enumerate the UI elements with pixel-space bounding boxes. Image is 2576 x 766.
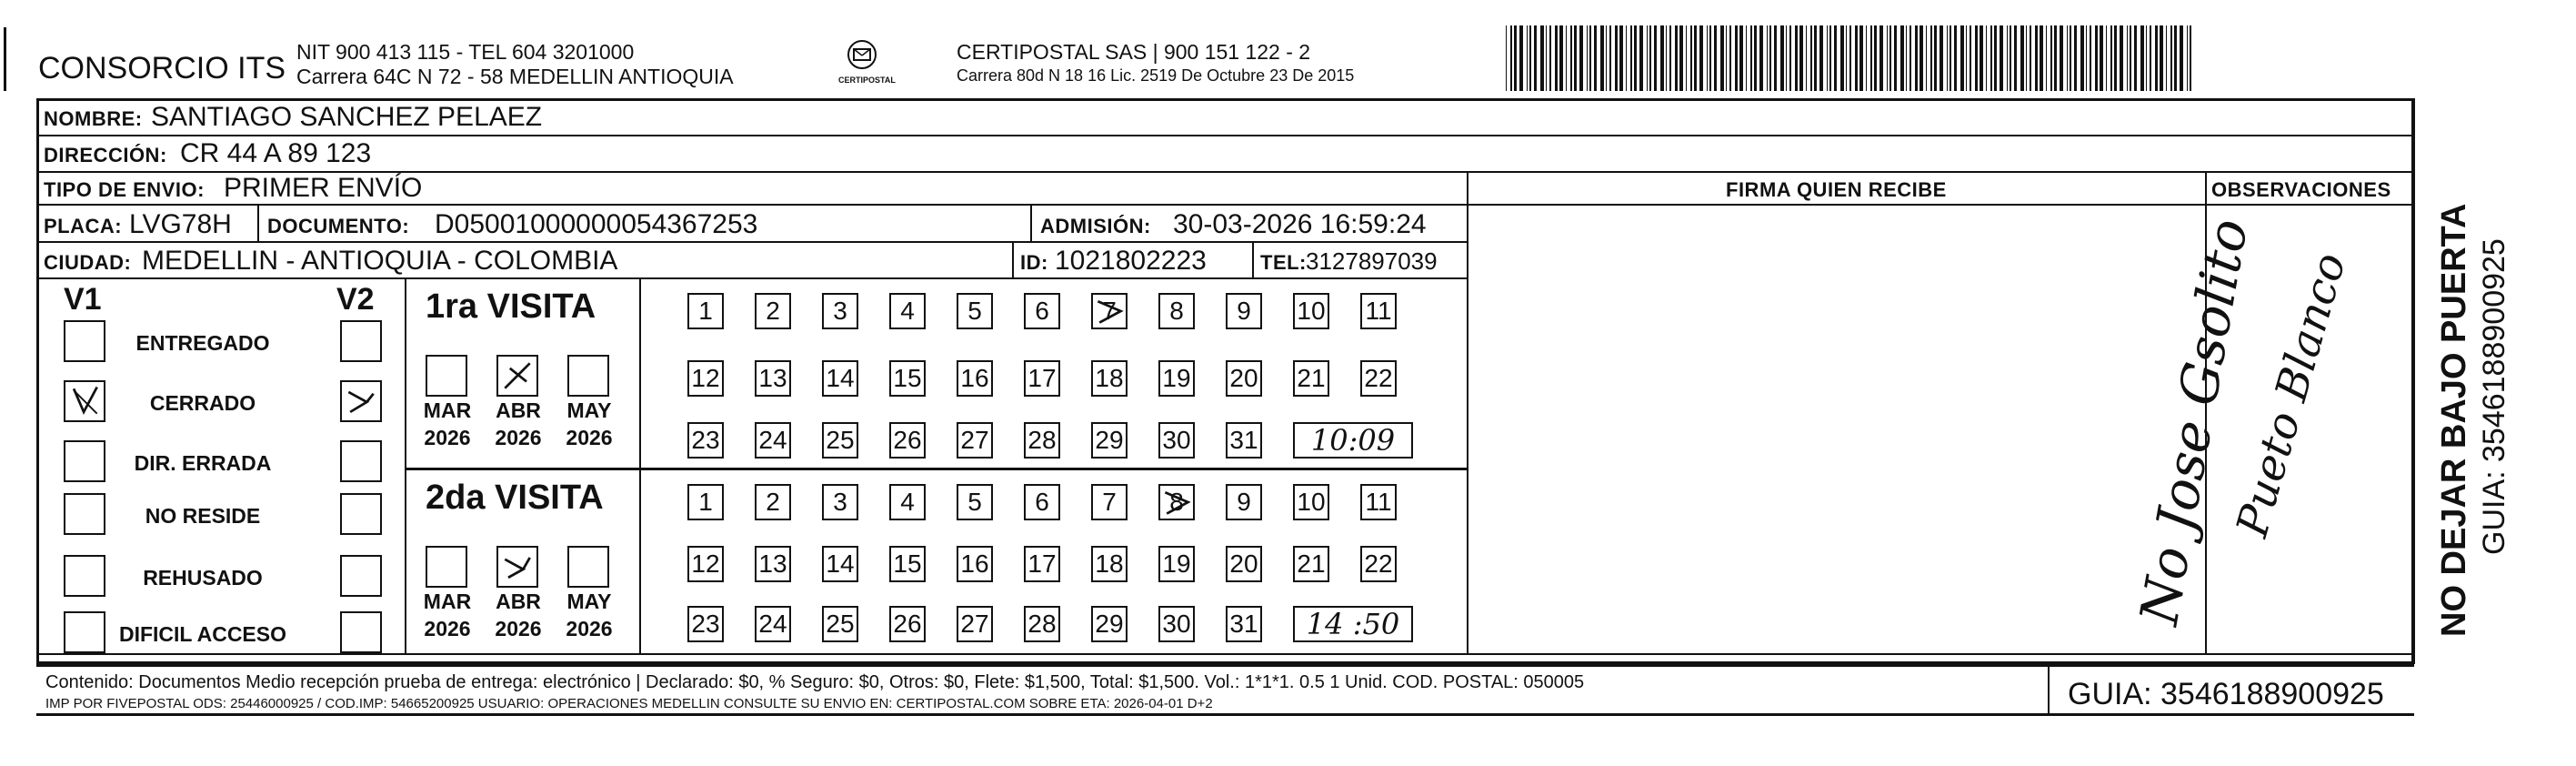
day-box[interactable] [1360, 484, 1397, 520]
status-label: DIFICIL ACCESO [118, 622, 286, 646]
day-number: 8 [1169, 488, 1184, 516]
no-dejar-bajo-puerta: NO DEJAR BAJO PUERTA [2435, 203, 2473, 637]
day-box[interactable] [1091, 360, 1128, 397]
day-box[interactable] [1293, 546, 1329, 582]
day-number: 27 [960, 610, 989, 638]
day-number: 12 [691, 549, 720, 578]
day-number: 3 [833, 297, 847, 325]
day-box[interactable] [1226, 293, 1262, 329]
day-box[interactable] [1360, 360, 1397, 397]
status-label: REHUSADO [143, 566, 263, 590]
day-number: 5 [967, 488, 982, 516]
day-box[interactable] [957, 606, 993, 642]
day-box[interactable] [1226, 484, 1262, 520]
day-number: 20 [1229, 364, 1258, 392]
placa-label: PLACA: [44, 215, 123, 237]
day-number: 1 [698, 488, 713, 516]
direccion-label: DIRECCIÓN: [44, 144, 167, 166]
day-number: 31 [1229, 610, 1258, 638]
day-box[interactable] [822, 360, 858, 397]
day-box[interactable] [1091, 484, 1128, 520]
year-label: 2026 [424, 426, 471, 449]
day-box[interactable] [1024, 484, 1060, 520]
v2-label: V2 [336, 282, 375, 317]
nombre-value: SANTIAGO SANCHEZ PELAEZ [151, 102, 543, 132]
day-box[interactable] [889, 606, 926, 642]
day-box[interactable] [822, 546, 858, 582]
day-box[interactable] [1293, 360, 1329, 397]
v2-checkbox[interactable] [340, 380, 382, 422]
day-number: 6 [1035, 297, 1049, 325]
year-label: 2026 [424, 617, 471, 640]
status-label: DIR. ERRADA [134, 451, 272, 475]
contenido-text: Contenido: Documentos Medio recepción prueba de entrega: electrónico | Declarado: $0, % Seguro: $0, Otros: $0, Flete: $1,500, Total: $1,500. Vol.: 1*1*1. 0.5 1 Unid. COD. POSTAL: 050005 [45, 672, 1585, 692]
day-box[interactable] [889, 293, 926, 329]
day-number: 7 [1102, 297, 1117, 325]
id-value: 1021802223 [1055, 246, 1207, 276]
tel-label: TEL: [1260, 251, 1307, 274]
admision-label: ADMISIÓN: [1040, 215, 1151, 237]
day-number: 14 [826, 549, 855, 578]
day-box[interactable] [822, 293, 858, 329]
first-visit-title: 1ra VISITA [426, 287, 596, 326]
month-checkbox[interactable] [496, 355, 538, 397]
observaciones-header: OBSERVACIONES [2211, 178, 2391, 201]
day-box[interactable] [1024, 293, 1060, 329]
day-box[interactable] [1226, 422, 1262, 459]
status-label: CERRADO [149, 391, 256, 415]
day-box[interactable] [957, 546, 993, 582]
tipo-envio-value: PRIMER ENVÍO [224, 173, 423, 203]
day-number: 4 [900, 297, 915, 325]
day-box[interactable] [1158, 484, 1195, 520]
day-number: 16 [960, 549, 989, 578]
day-box[interactable] [1091, 422, 1128, 459]
day-box[interactable] [1024, 422, 1060, 459]
day-number: 19 [1162, 364, 1191, 392]
day-box[interactable] [957, 360, 993, 397]
month-checkbox[interactable] [567, 355, 609, 397]
day-box[interactable] [889, 546, 926, 582]
day-number: 18 [1095, 364, 1124, 392]
day-number: 9 [1237, 488, 1251, 516]
day-number: 17 [1027, 549, 1057, 578]
day-number: 10 [1297, 488, 1326, 516]
v2-checkbox[interactable] [340, 493, 382, 535]
day-box[interactable] [957, 293, 993, 329]
year-label: 2026 [566, 617, 613, 640]
barcode [1506, 25, 2197, 91]
day-number: 6 [1035, 488, 1049, 516]
day-box[interactable] [1293, 484, 1329, 520]
day-number: 11 [1365, 297, 1392, 325]
day-box[interactable] [957, 422, 993, 459]
day-number: 26 [893, 426, 922, 454]
day-box[interactable] [1158, 546, 1195, 582]
day-box[interactable] [822, 422, 858, 459]
certipostal-logo [837, 36, 896, 91]
id-label: ID: [1020, 251, 1048, 274]
company-name: CONSORCIO ITS [38, 51, 286, 86]
day-box[interactable] [1158, 293, 1195, 329]
day-number: 25 [826, 610, 855, 638]
day-number: 22 [1364, 364, 1393, 392]
year-label: 2026 [495, 617, 542, 640]
day-number: 23 [691, 426, 720, 454]
imp-text: IMP POR FIVEPOSTAL ODS: 25446000925 / COD.IMP: 54665200925 USUARIO: OPERACIONES MEDELLIN CONSULTE SU ENVIO EN: CERTIPOSTAL.COM SOBRE ETA: 2026-04-01 D+2 [45, 696, 1213, 711]
day-box[interactable] [1226, 606, 1262, 642]
year-label: 2026 [566, 426, 613, 449]
second-visit-title: 2da VISITA [426, 479, 604, 517]
day-box[interactable] [755, 606, 791, 642]
day-number: 24 [758, 426, 787, 454]
day-box[interactable] [889, 484, 926, 520]
day-box[interactable] [687, 360, 724, 397]
day-number: 28 [1027, 610, 1057, 638]
day-box[interactable] [1158, 606, 1195, 642]
day-number: 24 [758, 610, 787, 638]
day-box[interactable] [1091, 546, 1128, 582]
day-number: 27 [960, 426, 989, 454]
visit-time-box[interactable]: 14 :50 [1293, 606, 1413, 642]
year-label: 2026 [495, 426, 542, 449]
nombre-label: NOMBRE: [44, 107, 143, 130]
day-box[interactable] [1293, 293, 1329, 329]
ciudad-value: MEDELLIN - ANTIOQUIA - COLOMBIA [142, 246, 618, 276]
day-number: 7 [1102, 488, 1117, 516]
day-number: 18 [1095, 549, 1124, 578]
month-label: MAR [423, 398, 472, 422]
day-box[interactable] [687, 606, 724, 642]
month-label: ABR [496, 590, 541, 613]
day-number: 31 [1229, 426, 1258, 454]
day-number: 30 [1162, 610, 1191, 638]
month-checkbox[interactable] [426, 355, 467, 397]
day-number: 12 [691, 364, 720, 392]
day-number: 3 [833, 488, 847, 516]
month-label: ABR [496, 398, 541, 422]
direccion-value: CR 44 A 89 123 [180, 138, 372, 168]
day-box[interactable] [687, 484, 724, 520]
day-number: 9 [1237, 297, 1251, 325]
day-number: 19 [1162, 549, 1191, 578]
day-box[interactable] [755, 484, 791, 520]
v2-checkbox[interactable] [340, 320, 382, 362]
day-number: 16 [960, 364, 989, 392]
day-box[interactable] [889, 360, 926, 397]
day-box[interactable] [1226, 360, 1262, 397]
day-number: 2 [766, 297, 780, 325]
day-number: 2 [766, 488, 780, 516]
day-box[interactable] [1091, 293, 1128, 329]
day-box[interactable] [1024, 360, 1060, 397]
day-box[interactable] [1158, 360, 1195, 397]
status-label: ENTREGADO [135, 331, 270, 355]
ciudad-label: CIUDAD: [44, 251, 132, 274]
observation-handwriting-1: No Jose Gsolito [2128, 214, 2260, 630]
month-checkbox[interactable] [496, 546, 538, 588]
month-label: MAR [423, 590, 472, 613]
month-checkbox[interactable] [426, 546, 467, 588]
company-info-1: NIT 900 413 115 - TEL 604 3201000 [296, 40, 635, 64]
day-number: 15 [893, 364, 922, 392]
firma-header: FIRMA QUIEN RECIBE [1726, 178, 1947, 201]
day-number: 14 [826, 364, 855, 392]
day-number: 11 [1365, 488, 1392, 516]
day-number: 8 [1169, 297, 1184, 325]
v2-checkbox[interactable] [340, 440, 382, 482]
side-guia: GUIA: 3546188900925 [2477, 238, 2511, 555]
day-number: 15 [893, 549, 922, 578]
observation-handwriting-2: Pueto Blanco [2226, 247, 2357, 543]
day-number: 17 [1027, 364, 1057, 392]
day-box[interactable] [1024, 606, 1060, 642]
day-number: 5 [967, 297, 982, 325]
documento-value: D05001000000054367253 [435, 209, 758, 239]
day-number: 21 [1297, 549, 1326, 578]
day-box[interactable] [822, 606, 858, 642]
day-box[interactable] [755, 422, 791, 459]
day-number: 21 [1297, 364, 1326, 392]
day-box[interactable] [687, 422, 724, 459]
day-box[interactable] [957, 484, 993, 520]
admision-value: 30-03-2026 16:59:24 [1173, 209, 1427, 239]
day-box[interactable] [687, 293, 724, 329]
day-number: 22 [1364, 549, 1393, 578]
day-box[interactable] [1024, 546, 1060, 582]
placa-value: LVG78H [129, 209, 232, 239]
day-box[interactable] [755, 293, 791, 329]
day-box[interactable] [1360, 546, 1397, 582]
logo-text: CERTIPOSTAL [838, 76, 896, 85]
courier-info-1: CERTIPOSTAL SAS | 900 151 122 - 2 [957, 40, 1311, 64]
tipo-envio-label: TIPO DE ENVIO: [44, 178, 205, 201]
day-number: 25 [826, 426, 855, 454]
day-number: 26 [893, 610, 922, 638]
day-number: 28 [1027, 426, 1057, 454]
v2-checkbox[interactable] [340, 611, 382, 653]
day-box[interactable] [1226, 546, 1262, 582]
day-number: 13 [758, 549, 787, 578]
day-box[interactable] [1091, 606, 1128, 642]
month-label: MAY [566, 398, 612, 422]
month-checkbox[interactable] [567, 546, 609, 588]
courier-info-2: Carrera 80d N 18 16 Lic. 2519 De Octubre 23 De 2015 [957, 66, 1355, 85]
day-box[interactable] [755, 546, 791, 582]
v1-label: V1 [64, 282, 102, 317]
day-number: 23 [691, 610, 720, 638]
documento-label: DOCUMENTO: [267, 215, 410, 237]
day-number: 29 [1095, 426, 1124, 454]
day-box[interactable] [889, 422, 926, 459]
tel-value: 3127897039 [1306, 247, 1438, 275]
day-box[interactable] [1360, 293, 1397, 329]
day-number: 29 [1095, 610, 1124, 638]
day-number: 20 [1229, 549, 1258, 578]
day-number: 4 [900, 488, 915, 516]
v2-checkbox[interactable] [340, 555, 382, 597]
status-label: NO RESIDE [145, 504, 261, 528]
day-box[interactable] [755, 360, 791, 397]
day-box[interactable] [822, 484, 858, 520]
day-number: 30 [1162, 426, 1191, 454]
footer-guia: GUIA: 3546188900925 [2068, 677, 2384, 711]
day-box[interactable] [1158, 422, 1195, 459]
day-number: 13 [758, 364, 787, 392]
day-box[interactable] [687, 546, 724, 582]
day-number: 1 [698, 297, 713, 325]
visit-time-box[interactable]: 10:09 [1293, 422, 1413, 459]
month-label: MAY [566, 590, 612, 613]
company-info-2: Carrera 64C N 72 - 58 MEDELLIN ANTIOQUIA [296, 65, 734, 88]
day-number: 10 [1297, 297, 1326, 325]
